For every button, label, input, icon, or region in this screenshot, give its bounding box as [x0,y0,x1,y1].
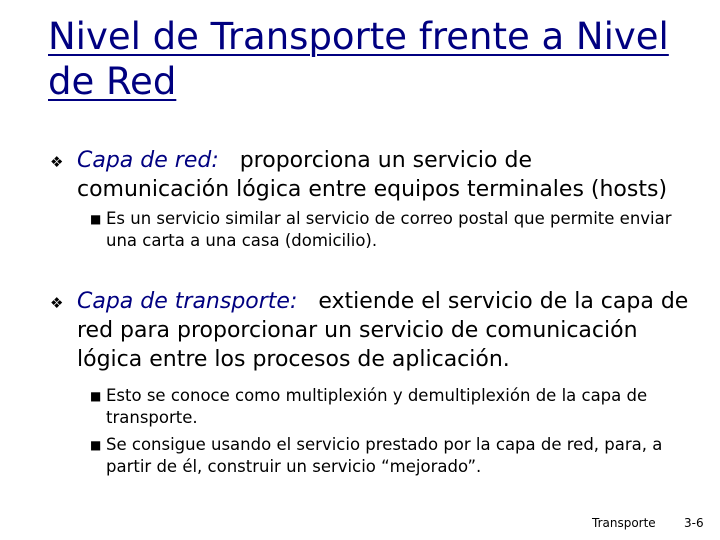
square-bullet-icon: ■ [90,389,102,403]
bullet-text [77,287,690,374]
footer-page-number: 3-6 [684,516,704,530]
bullet-transport-layer [50,287,690,374]
footer-section: Transporte [592,516,656,530]
bullet-text [77,146,690,204]
square-bullet-icon: ■ [90,212,102,226]
term-label: Capa de red: [77,148,219,173]
bullet-body: proporciona un servicio de comunicación lógica entre equipos terminales (hosts) [77,148,668,202]
bullet-icon: ❖ [50,294,64,312]
sub-bullet-text: Se consigue usando el servicio prestado por la capa de red, para, a partir de él, construir un servicio “mejorado”. [106,435,663,476]
sub-bullet-text: Esto se conoce como multiplexión y demultiplexión de la capa de transporte. [106,386,648,427]
term-label: Capa de transporte: [77,289,298,314]
sub-bullet-improved-service [90,434,690,478]
bullet-network-layer [50,146,690,204]
bullet-body: extiende el servicio de la capa de red para proporcionar un servicio de comunicación lógica entre los procesos de aplicación. [77,289,689,372]
sub-bullet-text: Es un servicio similar al servicio de correo postal que permite enviar una carta a una casa (domicilio). [106,209,672,250]
sub-bullet-network-analogy [90,208,690,252]
square-bullet-icon: ■ [90,438,102,452]
slide-title: Nivel de Transporte frente a Nivel de Red [48,15,669,103]
bullet-icon: ❖ [50,153,64,171]
sub-bullet-multiplexing [90,385,690,429]
